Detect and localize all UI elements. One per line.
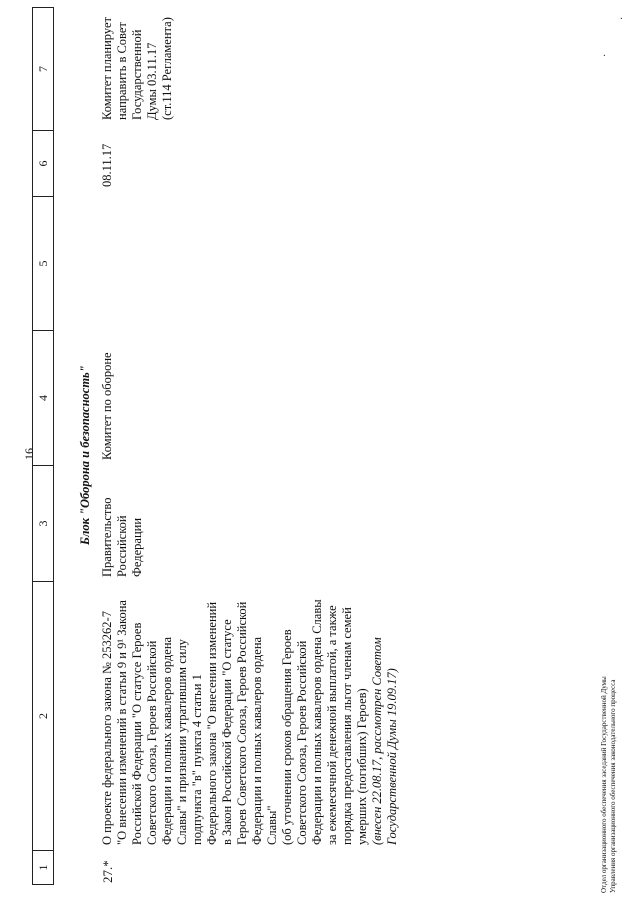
- status-note: [100, 10, 175, 120]
- description-line: Славы": [265, 805, 279, 845]
- description-note-line: Государственной Думы 19.09.17): [385, 668, 399, 845]
- column-header-1: 1: [33, 851, 54, 885]
- initiator-line: Федерации: [130, 517, 144, 577]
- status-line: Думы 03.11.17: [145, 42, 159, 120]
- row-number: 27.*: [100, 860, 115, 883]
- column-header-6: 6: [33, 131, 54, 197]
- scan-speck: ·: [600, 53, 611, 57]
- description-line: О проекте федерального закона № 253262-7: [100, 611, 114, 845]
- status-line: Государственной: [130, 29, 144, 120]
- status-line: (ст.114 Регламента): [160, 17, 174, 120]
- footer-line: Управления организационного обеспечения законодательного процесса: [609, 679, 617, 893]
- column-header-row: [32, 7, 54, 885]
- description-line: в Закон Российской Федерации "О статусе: [220, 619, 234, 845]
- description-line: Российской Федерации "О статусе Героев: [130, 622, 144, 845]
- column-header-4: 4: [33, 331, 54, 466]
- description-line: Славы" и признании утратившим силу: [175, 639, 189, 845]
- description-line: Федерации и полных кавалеров ордена Славы: [310, 599, 324, 845]
- footer: [600, 676, 618, 893]
- section-title: Блок "Оборона и безопасность": [78, 365, 92, 545]
- initiator-line: Правительство: [100, 497, 114, 577]
- description-line: Героев Советского Союза, Героев Российской: [235, 601, 249, 845]
- planned-date: 08.11.17: [100, 143, 114, 187]
- responsible-committee: Комитет по обороне: [100, 352, 114, 460]
- column-header-3: 3: [33, 466, 54, 582]
- footer-line: Отдел организационного обеспечения заседаний Государственной Думы: [600, 676, 608, 893]
- description-line: Советского Союза, Героев Российской: [295, 640, 309, 845]
- description-line: подпункта "в" пункта 4 статьи 1: [190, 674, 204, 845]
- bill-description: [100, 585, 400, 845]
- scan-speck: ·: [617, 16, 628, 20]
- description-line: порядка предоставления льгот членам семей: [340, 607, 354, 845]
- initiator: [100, 467, 145, 577]
- description-line: Федерального закона "О внесении изменений: [205, 601, 219, 845]
- status-line: направить в Совет: [115, 22, 129, 120]
- initiator-line: Российской: [115, 515, 129, 577]
- description-note-line: (внесен 22.08.17, рассмотрен Советом: [370, 637, 384, 845]
- description-line: Федерации и полных кавалеров ордена: [160, 636, 174, 845]
- description-line: Федерации и полных кавалеров ордена: [250, 636, 264, 845]
- column-header-2: 2: [33, 582, 54, 851]
- description-line: "О внесении изменений в статьи 9 и 9¹ Закона: [115, 600, 129, 845]
- column-header-7: 7: [33, 8, 54, 131]
- page-number: 16: [22, 448, 36, 460]
- description-line: умерших (погибших) Героев): [355, 688, 369, 845]
- column-header-5: 5: [33, 197, 54, 331]
- status-line: Комитет планирует: [100, 17, 114, 120]
- description-line: (об уточнении сроков обращения Героев: [280, 629, 294, 845]
- description-line: Советского Союза, Героев Российской: [145, 640, 159, 845]
- description-line: за ежемесячной денежной выплатой, а также: [325, 605, 339, 845]
